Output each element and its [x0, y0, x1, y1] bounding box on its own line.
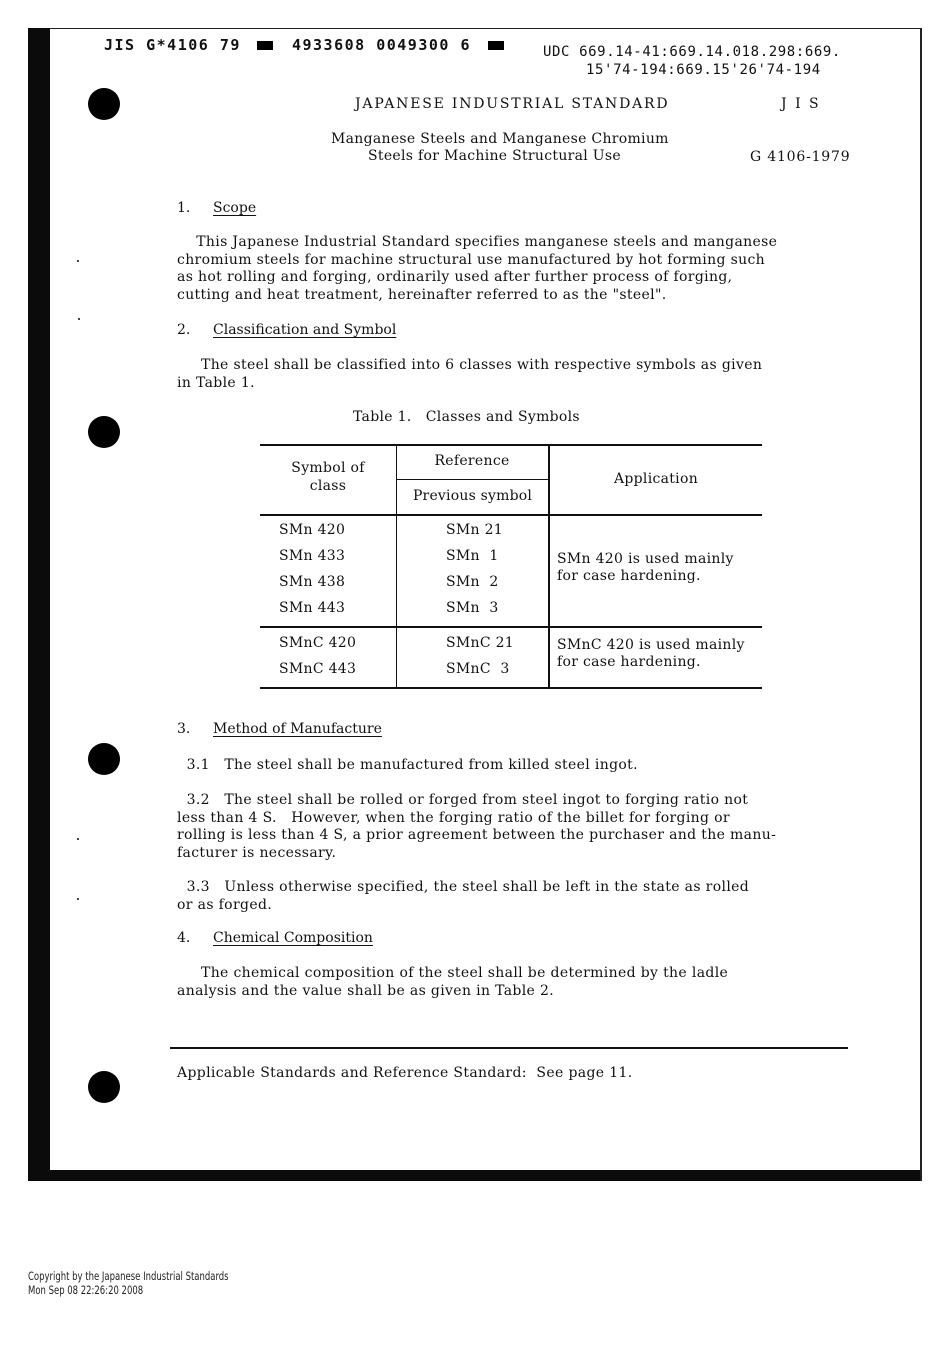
standard-number: G 4106-1979: [750, 149, 851, 165]
chemical-paragraph: [177, 965, 728, 1000]
doc-code-text: JIS G*4106 79: [104, 36, 241, 54]
scope-line: as hot rolling and forging, ordinarily used after further process of forging,: [177, 269, 733, 285]
scope-line: chromium steels for machine structural use manufactured by hot forming such: [177, 251, 766, 268]
udc-line-2: 15'74-194:669.15'26'74-194: [586, 62, 821, 78]
standard-label: JAPANESE INDUSTRIAL STANDARD: [355, 96, 670, 112]
header-symbol-of-class: [260, 459, 396, 495]
application-line: for case hardening.: [557, 654, 701, 670]
classification-line: in Table 1.: [177, 374, 255, 391]
table-caption: Table 1. Classes and Symbols: [353, 409, 580, 425]
udc-line-1: UDC 669.14-41:669.14.018.298:669.: [543, 44, 841, 60]
clause-3-1: 3.1 The steel shall be manufactured from killed steel ingot.: [177, 757, 638, 773]
scope-paragraph: [177, 234, 777, 304]
symbol-cell: SMn 443: [279, 600, 346, 616]
title-line-2: Steels for Machine Structural Use: [368, 148, 621, 164]
clause-3-3: [177, 879, 749, 914]
symbol-cell: SMn 420: [279, 522, 346, 538]
previous-symbol-cell: SMnC 21: [446, 635, 515, 651]
header-previous-symbol: Previous symbol: [412, 488, 533, 504]
punch-hole: [88, 416, 120, 448]
symbol-cell: SMnC 420: [279, 635, 357, 651]
punch-hole: [88, 88, 120, 120]
section-number: 4.: [177, 930, 191, 946]
title-line-1: Manganese Steels and Manganese Chromium: [331, 131, 669, 147]
section-title-classification: Classification and Symbol: [213, 322, 397, 338]
clause-line: less than 4 S. However, when the forging ratio of the billet for forging or: [177, 809, 730, 826]
symbol-cell: SMn 433: [279, 548, 346, 564]
clause-line: rolling is less than 4 S, a prior agreement between the purchaser and the manu-: [177, 827, 777, 843]
chemical-line: The chemical composition of the steel shall be determined by the ladle: [177, 965, 729, 981]
application-line: for case hardening.: [557, 568, 701, 584]
scan-speck: [77, 260, 79, 262]
symbol-cell: SMn 438: [279, 574, 346, 590]
barcode-numbers: 4933608 0049300 6: [291, 36, 471, 54]
section-number: 1.: [177, 200, 191, 216]
application-line: SMnC 420 is used mainly: [557, 637, 745, 653]
table-divider-1: [396, 444, 397, 689]
section-number: 3.: [177, 721, 191, 737]
chemical-line: analysis and the value shall be as given in Table 2.: [177, 982, 555, 999]
footnote: Applicable Standards and Reference Standard: See page 11.: [177, 1065, 633, 1081]
clause-line: or as forged.: [177, 896, 273, 913]
scan-right-edge: [920, 28, 922, 1181]
table-rule-top: [260, 444, 762, 446]
doc-code: [104, 36, 504, 54]
scan-speck: [78, 318, 80, 320]
clause-line: 3.3 Unless otherwise specified, the steel shall be left in the state as rolled: [177, 879, 750, 895]
copyright-footer: [28, 1270, 229, 1297]
section-title-manufacture: Method of Manufacture: [213, 721, 382, 737]
scope-line: cutting and heat treatment, hereinafter referred to as the "steel".: [177, 286, 667, 303]
table-rule-bottom: [260, 687, 762, 689]
classes-and-symbols-table: [260, 444, 762, 689]
section-number: 2.: [177, 322, 191, 338]
application-line: SMn 420 is used mainly: [557, 551, 734, 567]
scan-left-border: [28, 28, 50, 1181]
classification-paragraph: [177, 357, 762, 392]
table-rule-group: [260, 626, 762, 628]
header-symbol-line: class: [309, 478, 347, 494]
scan-speck: [77, 898, 79, 900]
section-title-chemical: Chemical Composition: [213, 930, 373, 946]
clause-3-2: [177, 792, 776, 862]
footnote-rule: [170, 1047, 848, 1049]
previous-symbol-cell: SMn 2: [446, 574, 499, 590]
punch-hole: [88, 1071, 120, 1103]
header-reference: Reference: [434, 453, 510, 469]
scan-bottom-border: [28, 1170, 922, 1181]
barcode-block-icon: [257, 41, 273, 50]
header-symbol-line: Symbol of: [291, 460, 365, 476]
scope-line: This Japanese Industrial Standard specifies manganese steels and manganese: [177, 234, 778, 250]
barcode-block-icon: [488, 41, 504, 50]
table-rule-reference: [396, 479, 548, 480]
jis-mark: J I S: [781, 96, 821, 112]
scan-speck: [77, 838, 79, 840]
clause-line: facturer is necessary.: [177, 844, 337, 861]
copyright-line: Copyright by the Japanese Industrial Standards: [28, 1269, 229, 1283]
table-rule-header: [260, 514, 762, 516]
application-cell: [557, 551, 734, 585]
previous-symbol-cell: SMn 3: [446, 600, 499, 616]
previous-symbol-cell: SMn 1: [446, 548, 499, 564]
section-title-scope: Scope: [213, 200, 257, 216]
previous-symbol-cell: SMn 21: [446, 522, 504, 538]
previous-symbol-cell: SMnC 3: [446, 661, 510, 677]
symbol-cell: SMnC 443: [279, 661, 357, 677]
timestamp-line: Mon Sep 08 22:26:20 2008: [28, 1282, 144, 1297]
classification-line: The steel shall be classified into 6 classes with respective symbols as given: [177, 357, 763, 373]
application-cell: [557, 637, 745, 671]
header-application: Application: [613, 471, 699, 487]
clause-line: 3.2 The steel shall be rolled or forged from steel ingot to forging ratio not: [177, 792, 749, 808]
punch-hole: [88, 743, 120, 775]
